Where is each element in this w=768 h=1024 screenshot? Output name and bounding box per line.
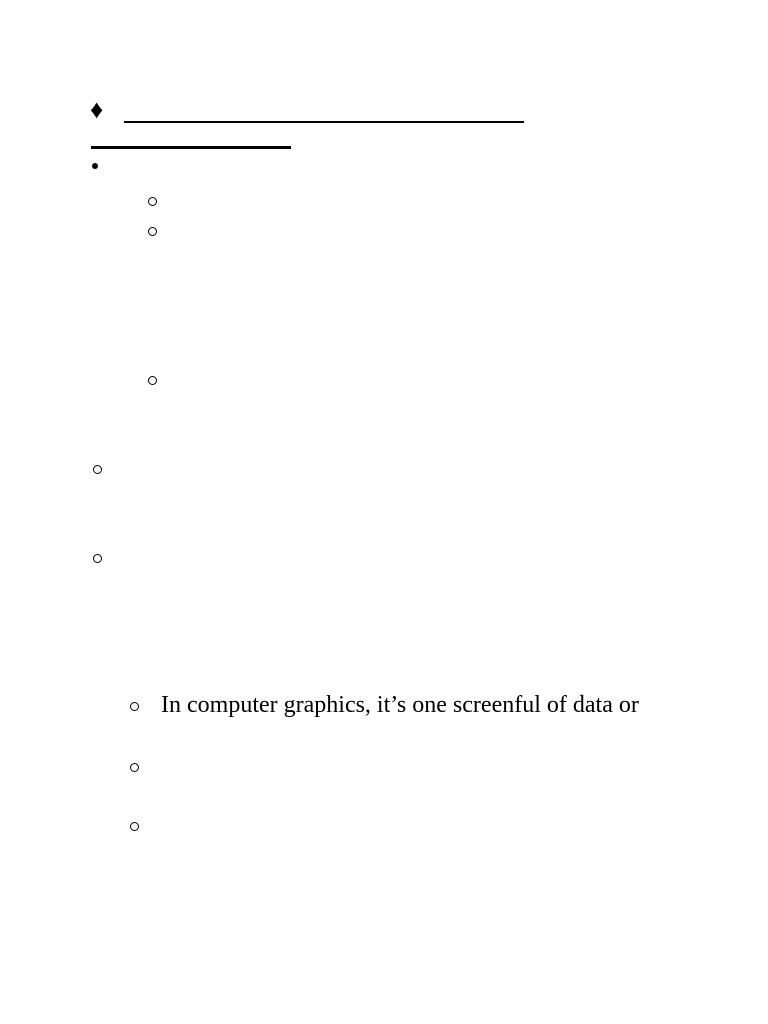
hollow-bullet-icon	[130, 763, 139, 772]
hollow-bullet-icon	[93, 554, 102, 563]
hollow-bullet-icon	[93, 465, 102, 474]
hollow-bullet-icon	[148, 376, 157, 385]
lower-item-text: In computer graphics, it’s one screenful of data or	[161, 692, 639, 718]
hollow-bullet-icon	[130, 822, 139, 831]
filled-bullet-icon	[92, 163, 98, 169]
subheading-underline	[91, 146, 291, 149]
hollow-bullet-icon	[148, 227, 157, 236]
heading-underline	[124, 121, 524, 123]
hollow-bullet-icon	[130, 702, 139, 711]
diamond-bullet-icon: ♦	[90, 95, 104, 124]
hollow-bullet-icon	[148, 197, 157, 206]
